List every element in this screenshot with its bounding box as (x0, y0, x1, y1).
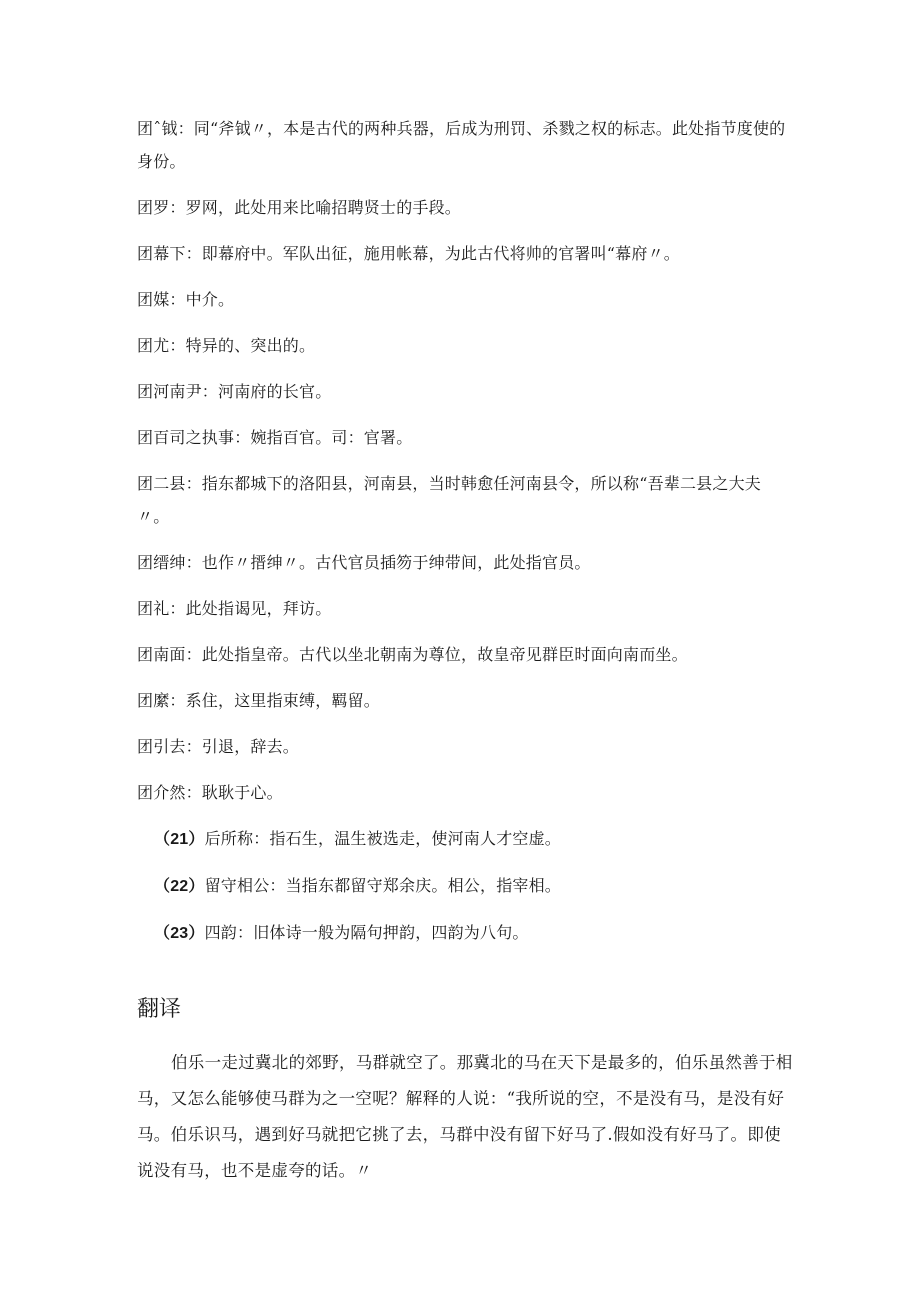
annotation-item: 团礼：此处指谒见，拜访。 (137, 599, 332, 618)
annotation-text: 后所称：指石生，温生被选走，使河南人才空虚。 (204, 829, 562, 848)
annotation-item: 团二县：指东都城下的洛阳县，河南县，当时韩愈任河南县令，所以称“吾辈二县之大夫〃。 (137, 474, 761, 526)
annotation-item: 团罗：罗网，此处用来比喻招聘贤士的手段。 (137, 198, 462, 217)
numbered-annotation (154, 916, 787, 950)
annotation-item: 团缙绅：也作〃搢绅〃。古代官员插笏于绅带间，此处指官员。 (137, 553, 591, 572)
annotation-item: 团南面：此处指皇帝。古代以坐北朝南为尊位，故皇帝见群臣时面向南而坐。 (137, 645, 688, 664)
numbered-annotation (154, 822, 787, 856)
annotation-text: 留守相公：当指东都留守郑余庆。相公，指宰相。 (204, 876, 562, 895)
numbered-annotation (154, 869, 787, 903)
annotation-number: （21） (154, 831, 205, 848)
annotation-list (137, 112, 787, 963)
annotation-item: 团縻：系住，这里指束缚，羁留。 (137, 691, 381, 710)
section-heading: 翻译 (137, 997, 182, 1022)
annotation-item: 团介然：耿耿于心。 (137, 783, 283, 802)
annotation-item: 团引去：引退，辞去。 (137, 737, 300, 756)
annotation-item: 团尤：特异的、突出的。 (137, 336, 316, 355)
annotation-number: （22） (154, 878, 205, 895)
annotation-item: 团百司之执事：婉指百官。司：官署。 (137, 428, 413, 447)
annotation-item: 团幕下：即幕府中。军队出征，施用帐幕，为此古代将帅的官署叫“幕府〃。 (137, 244, 680, 263)
annotation-text: 四韵：旧体诗一般为隔句押韵，四韵为八句。 (204, 923, 529, 942)
annotation-item: 团ˆ钺：同“斧钺〃，本是古代的两种兵器，后成为刑罚、杀戮之权的标志。此处指节度使的身份。 (137, 119, 786, 171)
annotation-item: 团河南尹：河南府的长官。 (137, 382, 332, 401)
annotation-number: （23） (154, 925, 205, 942)
translation-paragraph: 伯乐一走过冀北的郊野，马群就空了。那冀北的马在天下是最多的，伯乐虽然善于相马，又怎么能够使马群为之一空呢？解释的人说：“我所说的空，不是没有马，是没有好马。伯乐识马，遇到好马就把它挑了去，马群中没有留下好马了.假如没有好马了。即使说没有马，也不是虚夸的话。〃 (137, 1053, 793, 1180)
annotation-item: 团媒：中介。 (137, 290, 235, 309)
